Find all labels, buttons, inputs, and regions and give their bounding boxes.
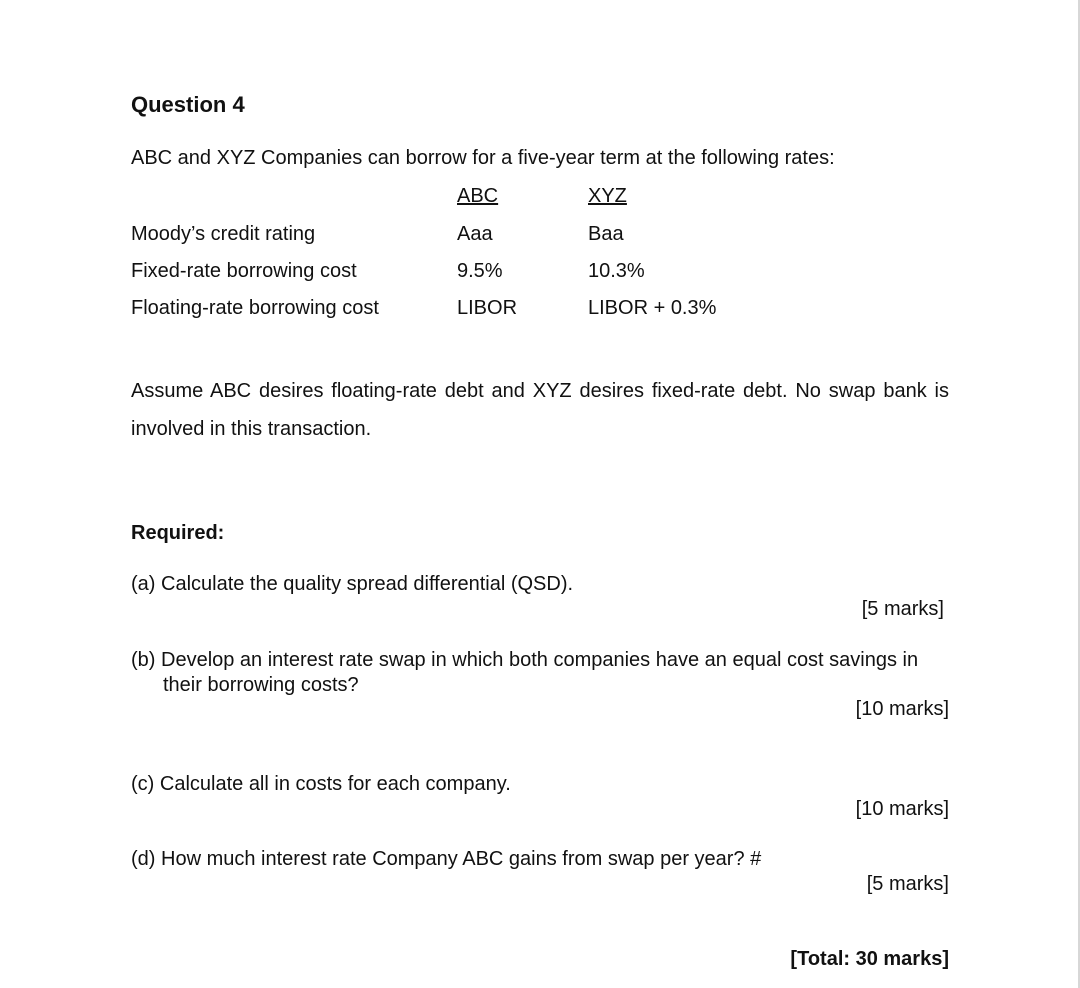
abc-credit-rating: Aaa (457, 223, 493, 245)
xyz-floating-rate: LIBOR + 0.3% (588, 297, 717, 319)
question-d-marks: [5 marks] (866, 873, 949, 895)
row-label-credit-rating: Moody’s credit rating (131, 223, 316, 245)
xyz-fixed-rate: 10.3% (588, 260, 645, 282)
question-d: (d) How much interest rate Company ABC gains from swap per year? # (131, 848, 762, 870)
xyz-credit-rating: Baa (588, 223, 624, 245)
question-a: (a) Calculate the quality spread differential (QSD). (131, 573, 574, 595)
question-c: (c) Calculate all in costs for each company. (131, 773, 511, 795)
abc-floating-rate: LIBOR (457, 297, 518, 319)
question-b: (b) Develop an interest rate swap in which both companies have an equal cost savings in their borrowing costs? (131, 649, 919, 696)
total-marks: [Total: 30 marks] (790, 948, 949, 970)
intro-text: ABC and XYZ Companies can borrow for a five-year term at the following rates: (131, 147, 835, 169)
header-abc: ABC (457, 185, 499, 207)
abc-fixed-rate: 9.5% (457, 260, 503, 282)
assumption-paragraph: Assume ABC desires floating-rate debt and XYZ desires fixed-rate debt. No swap bank is involved in this transaction. (131, 380, 949, 440)
question-b-marks: [10 marks] (855, 698, 949, 720)
question-a-marks: [5 marks] (861, 598, 944, 620)
row-label-floating-rate: Floating-rate borrowing cost (131, 297, 379, 319)
header-xyz: XYZ (588, 185, 627, 207)
required-heading: Required: (131, 522, 225, 544)
question-c-marks: [10 marks] (855, 798, 949, 820)
question-title: Question 4 (131, 92, 245, 117)
row-label-fixed-rate: Fixed-rate borrowing cost (131, 260, 357, 282)
